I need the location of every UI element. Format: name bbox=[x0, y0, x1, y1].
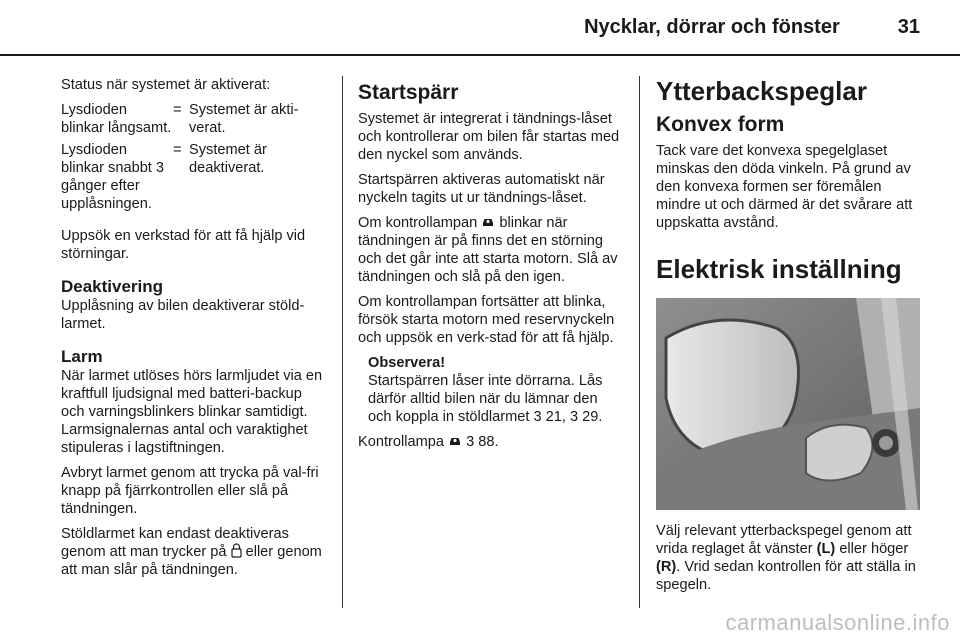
alarm-text: Stöldlarmet kan endast deaktiveras genom att man trycker på bbox=[61, 526, 289, 560]
adjust-part: eller höger bbox=[835, 541, 909, 557]
note-box bbox=[368, 354, 623, 426]
lamp-text: Kontrollampa bbox=[358, 434, 449, 450]
status-row bbox=[61, 101, 326, 137]
electric-adjust-heading: Elektrisk inställning bbox=[656, 254, 902, 284]
status-condition: Lysdioden blinkar långsamt. bbox=[61, 102, 172, 136]
header-title: Nycklar, dörrar och fönster bbox=[584, 16, 840, 38]
status-row bbox=[61, 141, 326, 213]
page-number: 31 bbox=[897, 16, 920, 38]
lamp-reference bbox=[358, 433, 623, 451]
car-key-icon bbox=[481, 216, 495, 228]
immobilizer-paragraph bbox=[358, 214, 623, 286]
note-text: , bbox=[561, 409, 570, 425]
column-divider bbox=[639, 76, 640, 608]
column-middle bbox=[358, 80, 623, 458]
alarm-heading: Larm bbox=[61, 347, 103, 366]
adjust-part: . Vrid sedan kontrollen för att ställa in spegeln. bbox=[656, 559, 916, 593]
page-reference-link[interactable]: 3 21 bbox=[533, 409, 562, 425]
padlock-icon bbox=[231, 543, 242, 558]
immobilizer-text: blinkar när tändningen är på finns det en störning och det går inte att starta motorn. Slå av tändningen och slå på den igen. bbox=[358, 215, 618, 285]
alarm-paragraph: När larmet utlöses hörs larmljudet via en kraftfull ljudsignal med batteri-backup och varningsblinkers blinkar samtidigt. Larmsignalernas antal och varaktighet stipuleras i lagstiftningen. bbox=[61, 368, 323, 456]
status-condition: Lysdioden blinkar snabbt 3 gånger efter upplåsningen. bbox=[61, 142, 165, 212]
car-key-icon bbox=[448, 435, 462, 447]
header-rule bbox=[0, 54, 960, 56]
adjust-part: Välj relevant ytterbackspegel genom att vrida reglaget åt vänster bbox=[656, 523, 912, 557]
status-equals: = bbox=[173, 142, 182, 158]
column-right bbox=[656, 76, 920, 601]
convex-heading: Konvex form bbox=[656, 113, 785, 136]
page-header bbox=[584, 16, 920, 39]
deactivation-text: Upplåsning av bilen deaktiverar stöld-larmet. bbox=[61, 298, 305, 332]
left-label: (L) bbox=[816, 541, 836, 557]
status-result: Systemet är deaktiverat. bbox=[189, 142, 267, 176]
immobilizer-paragraph: Om kontrollampan fortsätter att blinka, försök starta motorn med reservnyckeln och uppsök en verk-stad för att få hjälp. bbox=[358, 294, 615, 346]
page-reference-link[interactable]: 3 88 bbox=[466, 434, 495, 450]
alarm-paragraph bbox=[61, 525, 326, 579]
mirrors-heading: Ytterbackspeglar bbox=[656, 76, 867, 106]
adjust-text bbox=[656, 522, 920, 594]
status-equals: = bbox=[173, 102, 182, 118]
note-text: . bbox=[598, 409, 603, 425]
status-intro: Status när systemet är aktiverat: bbox=[61, 77, 271, 93]
column-divider bbox=[342, 76, 343, 608]
immobilizer-heading: Startspärr bbox=[358, 81, 459, 104]
column-left bbox=[61, 76, 326, 586]
status-result: Systemet är akti-verat. bbox=[189, 102, 299, 136]
note-title: Observera! bbox=[368, 355, 446, 371]
immobilizer-text: Om kontrollampan bbox=[358, 215, 482, 231]
right-label: (R) bbox=[656, 559, 677, 575]
page-reference-link[interactable]: 3 29 bbox=[570, 409, 599, 425]
lamp-text: . bbox=[494, 434, 499, 450]
watermark: carmanualsonline.info bbox=[725, 610, 950, 635]
convex-text: Tack vare det konvexa spegelglaset minskas den döda vinkeln. På grund av den konvexa formen ser föremålen mindre ut och därmed är det svårare att uppskatta avstånd. bbox=[656, 143, 913, 231]
immobilizer-paragraph: Systemet är integrerat i tändnings-låset och kontrollerar om bilen får startas med den nyckel som används. bbox=[358, 111, 620, 163]
mirror-control-photo bbox=[656, 298, 920, 510]
deactivation-heading: Deaktivering bbox=[61, 277, 164, 296]
immobilizer-paragraph: Startspärren aktiveras automatiskt när nyckeln tagits ut ur tändnings-låset. bbox=[358, 172, 605, 206]
workshop-text: Uppsök en verkstad för att få hjälp vid störningar. bbox=[61, 228, 306, 262]
note-text: Startspärren låser inte dörrarna. Lås därför alltid bilen när du lämnar den och koppla in stöldlarmet bbox=[368, 373, 603, 425]
alarm-paragraph: Avbryt larmet genom att trycka på val-fri knapp på fjärrkontrollen eller slå på tändningen. bbox=[61, 465, 319, 517]
alarm-text: eller genom att man slår på tändningen. bbox=[61, 544, 322, 578]
